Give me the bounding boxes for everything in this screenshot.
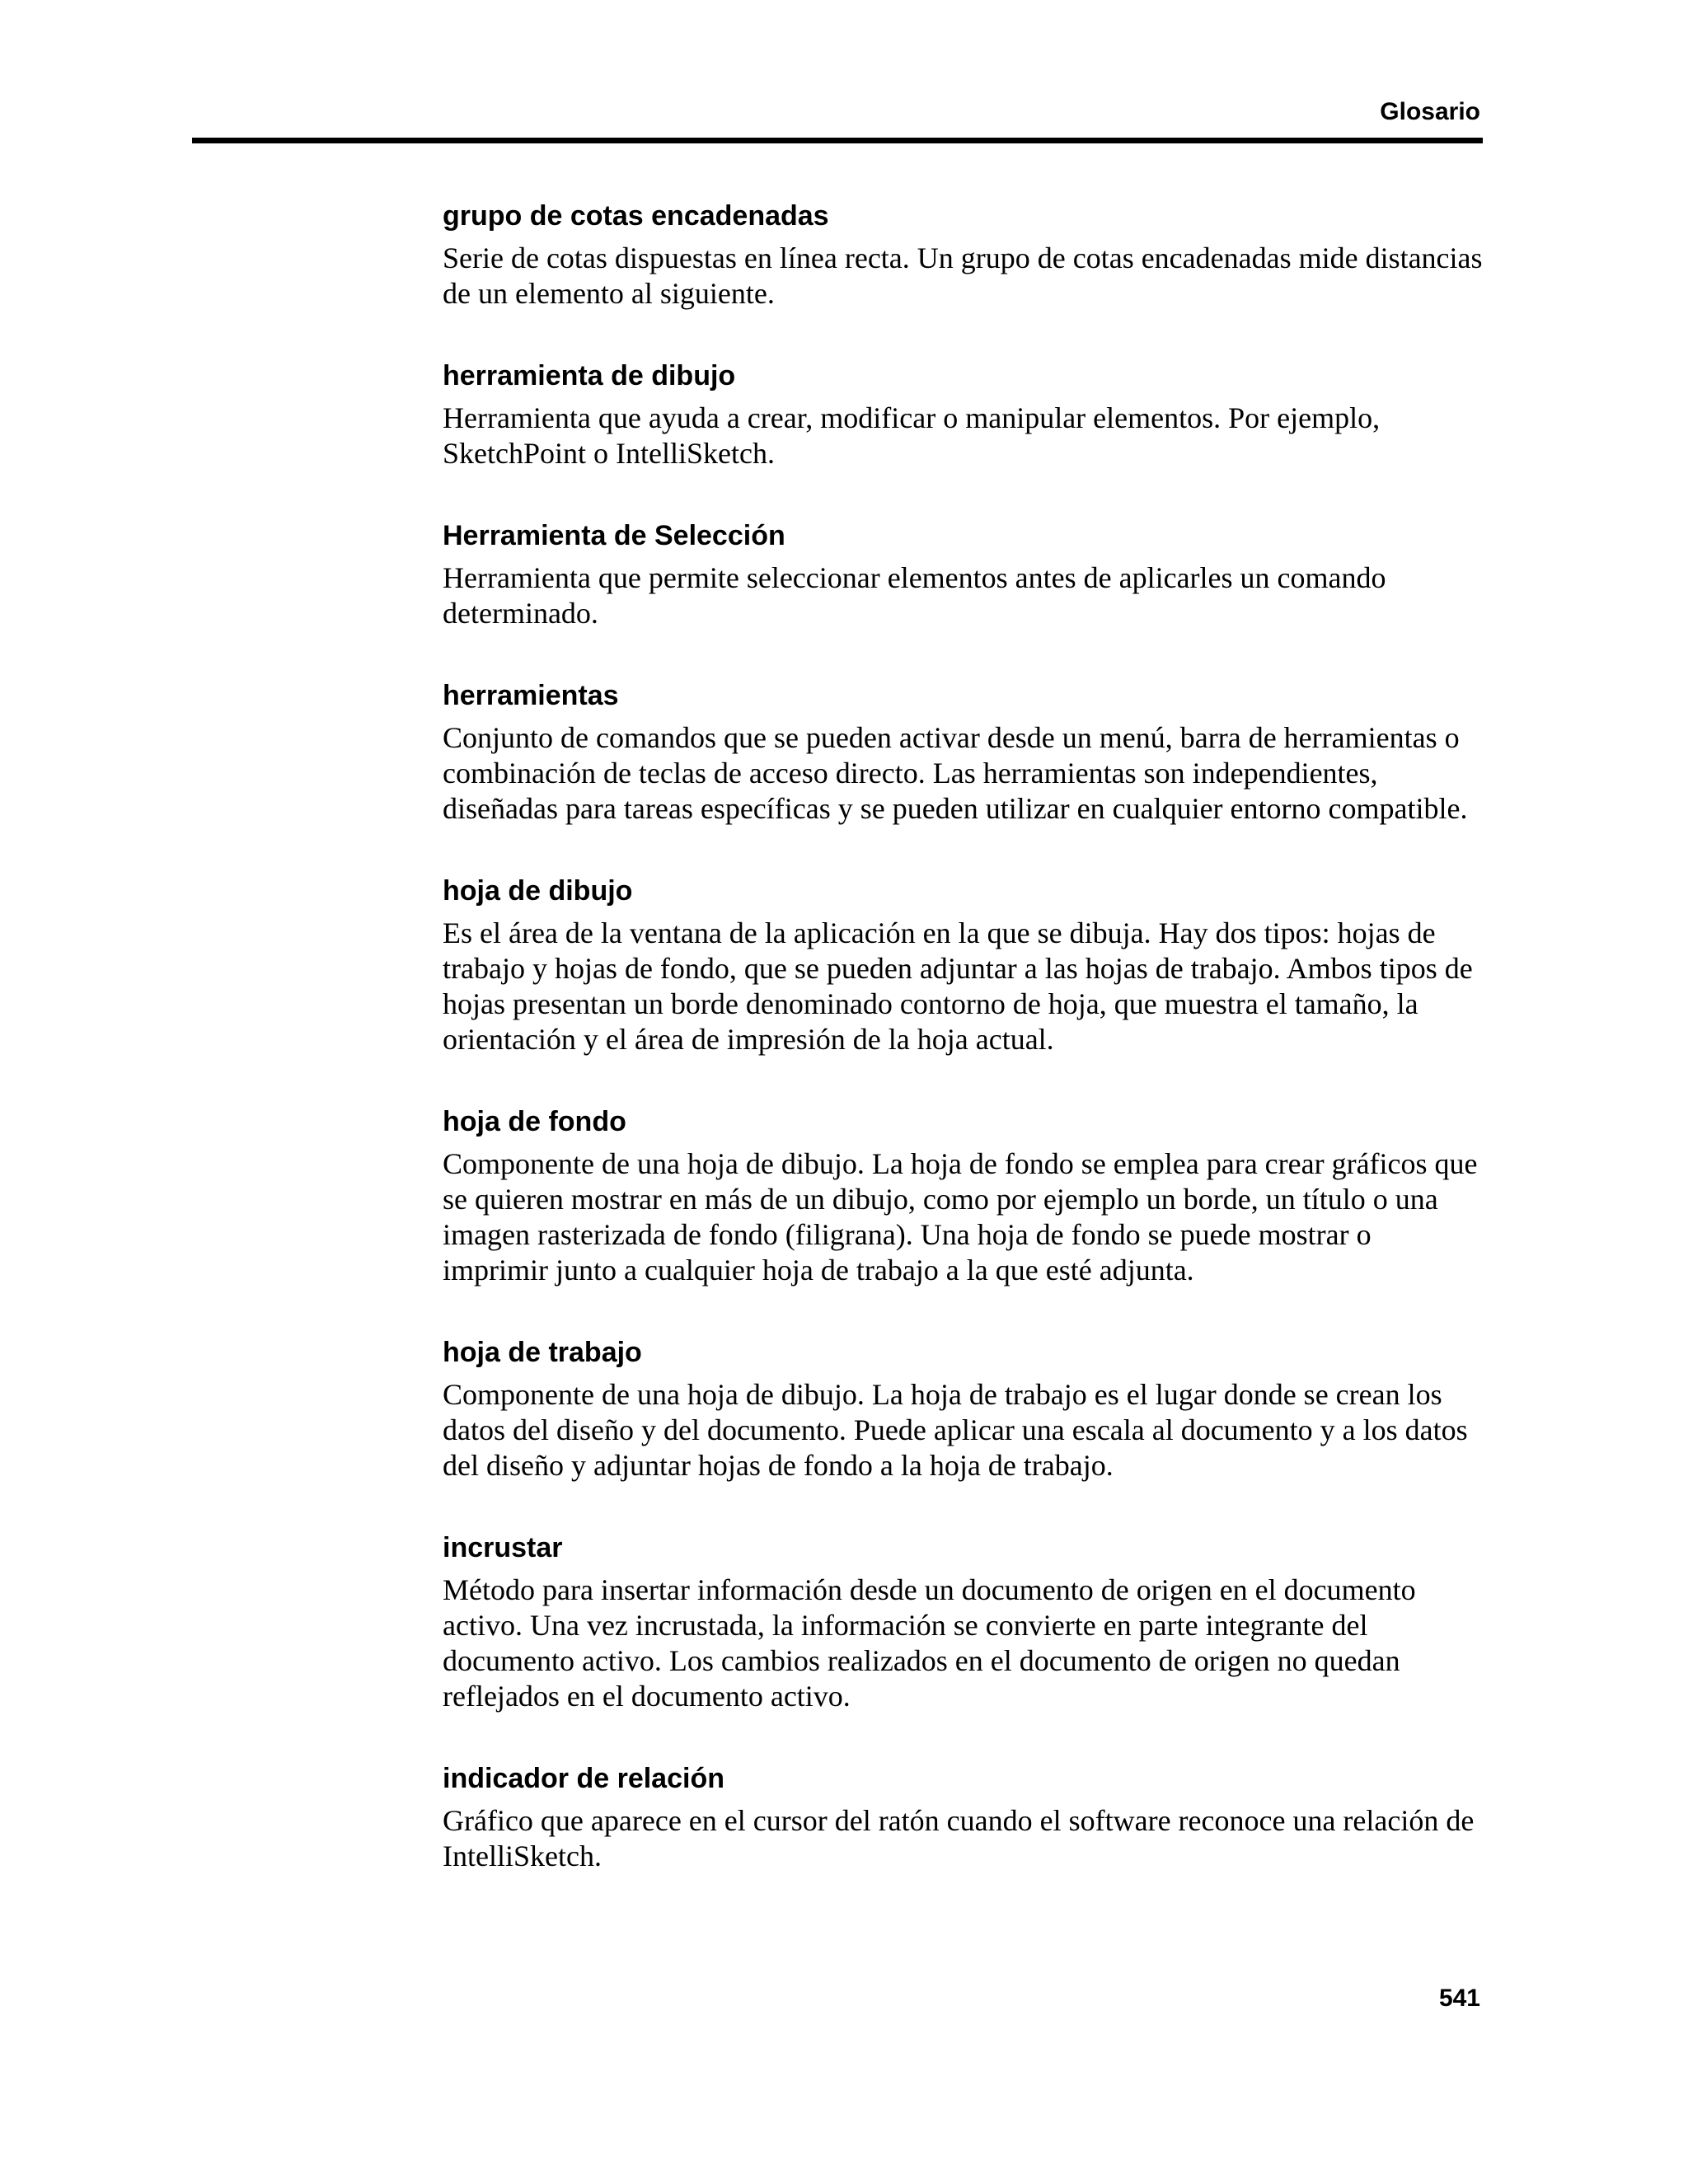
running-header: Glosario xyxy=(1380,98,1480,125)
glossary-entry xyxy=(443,1104,1483,1288)
glossary-definition: Herramienta que ayuda a crear, modificar o manipular elementos. Por ejemplo, SketchPoint o IntelliSketch. xyxy=(443,401,1381,470)
glossary-definition: Conjunto de comandos que se pueden activar desde un menú, barra de herramientas o combinación de teclas de acceso directo. Las herramientas son independientes, diseñadas para tareas específicas y se pueden utilizar en cualquier entorno compatible. xyxy=(443,721,1468,825)
glossary-term: herramienta de dibujo xyxy=(443,360,736,391)
glossary-definition: Es el área de la ventana de la aplicación en la que se dibuja. Hay dos tipos: hojas de trabajo y hojas de fondo, que se pueden adjuntar a las hojas de trabajo. Ambos tipos de hojas presentan un borde denominado contorno de hoja, que muestra el tamaño, la orientación y el área de impresión de la hoja actual. xyxy=(443,916,1473,1056)
page-number: 541 xyxy=(1438,1985,1480,2012)
glossary-entry xyxy=(443,1530,1483,1714)
glossary-entry xyxy=(443,1334,1483,1483)
header-rule xyxy=(192,138,1483,143)
glossary-term: Herramienta de Selección xyxy=(443,520,785,551)
glossary-term: herramientas xyxy=(443,680,619,711)
glossary-definition: Herramienta que permite seleccionar elementos antes de aplicarles un comando determinado. xyxy=(443,561,1386,630)
glossary-definition: Método para insertar información desde un documento de origen en el documento activo. Una vez incrustada, la información se convierte en parte integrante del documento activo. Los cambios realizados en el documento de origen no quedan reflejados en el documento activo. xyxy=(443,1573,1416,1713)
glossary-entry xyxy=(443,873,1483,1057)
glossary-entry xyxy=(443,677,1483,827)
glossary-term: hoja de trabajo xyxy=(443,1337,642,1368)
glossary-definition: Componente de una hoja de dibujo. La hoja de trabajo es el lugar donde se crean los datos del diseño y del documento. Puede aplicar una escala al documento y a los datos del diseño y adjuntar hojas de fondo a la hoja de trabajo. xyxy=(443,1378,1468,1482)
glossary-entry xyxy=(443,198,1483,312)
glossary-definition: Componente de una hoja de dibujo. La hoja de fondo se emplea para crear gráficos que se quieren mostrar en más de un dibujo, como por ejemplo un borde, un título o una imagen rasterizada de fondo (filigrana). Una hoja de fondo se puede mostrar o imprimir junto a cualquier hoja de trabajo a la que esté adjunta. xyxy=(443,1147,1478,1286)
glossary-list xyxy=(443,198,1483,1920)
glossary-entry xyxy=(443,1760,1483,1874)
glossary-entry xyxy=(443,518,1483,631)
glossary-definition: Serie de cotas dispuestas en línea recta. Un grupo de cotas encadenadas mide distancias de un elemento al siguiente. xyxy=(443,241,1483,310)
glossary-entry xyxy=(443,358,1483,471)
glossary-term: hoja de fondo xyxy=(443,1106,626,1137)
glossary-term: incrustar xyxy=(443,1532,563,1563)
glossary-term: indicador de relación xyxy=(443,1763,724,1794)
glossary-term: grupo de cotas encadenadas xyxy=(443,200,829,232)
glossary-term: hoja de dibujo xyxy=(443,875,633,907)
glossary-definition: Gráfico que aparece en el cursor del ratón cuando el software reconoce una relación de IntelliSketch. xyxy=(443,1804,1475,1872)
